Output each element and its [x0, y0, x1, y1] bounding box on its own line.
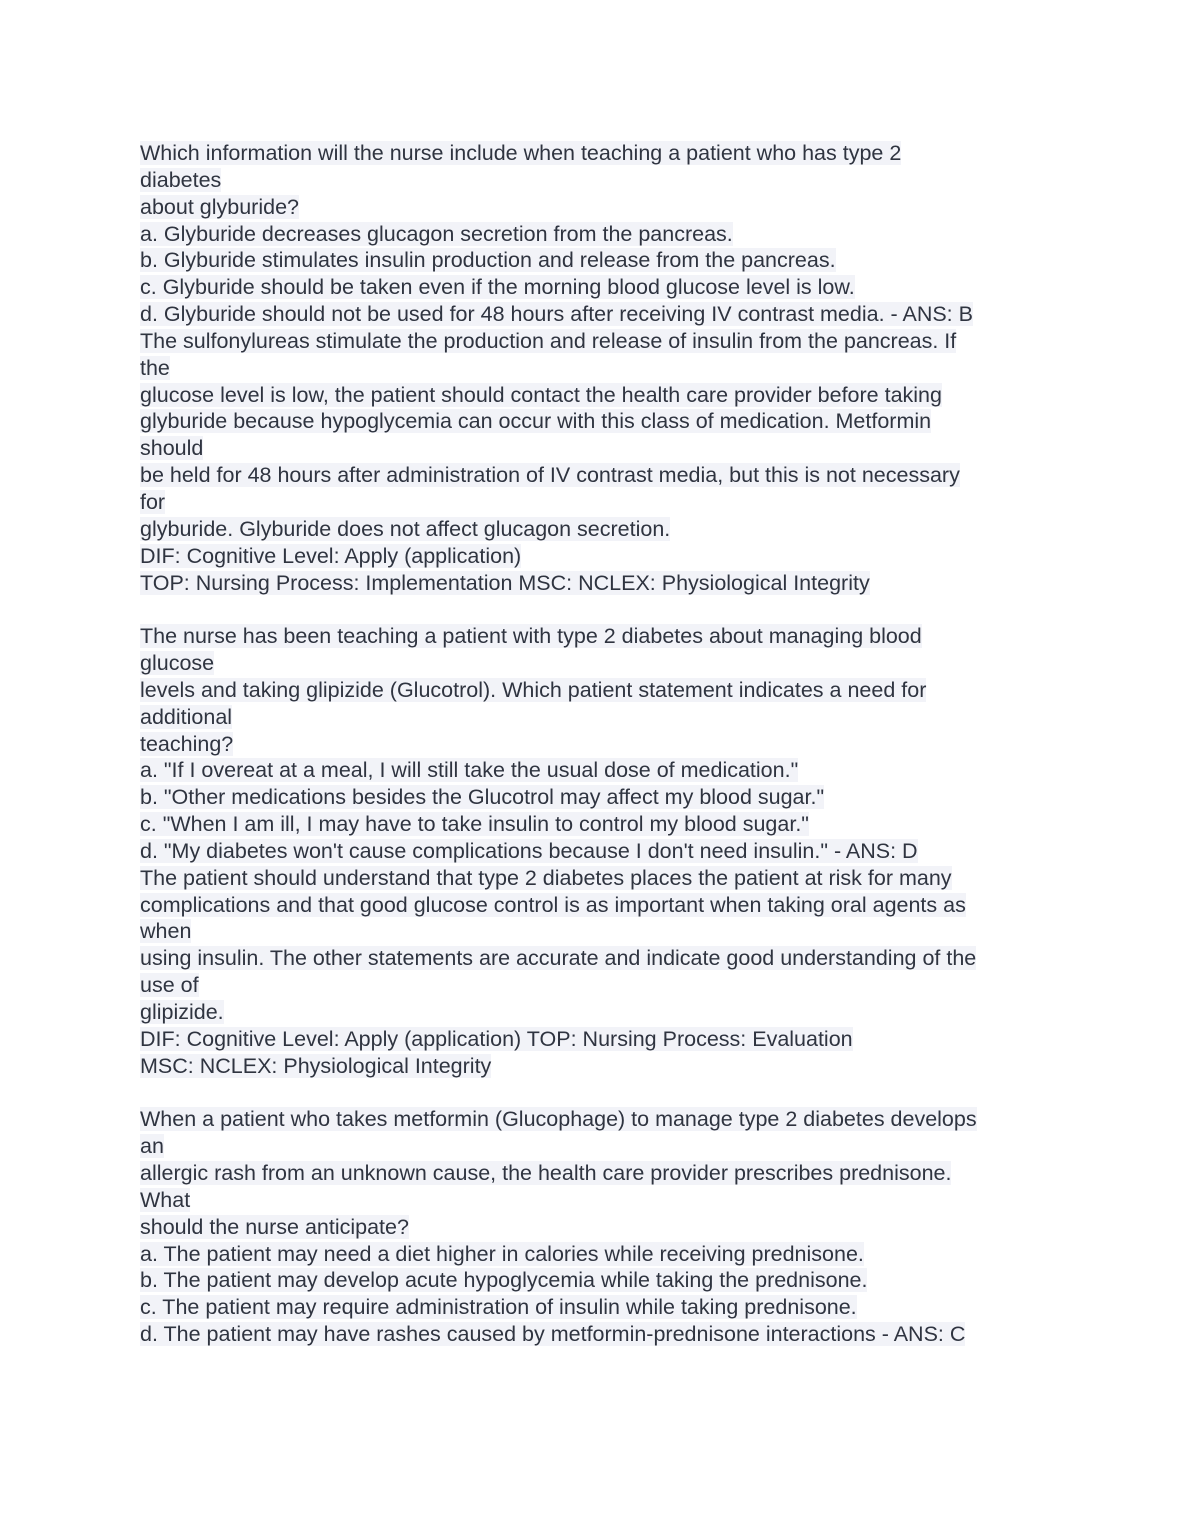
text-line	[140, 1026, 1060, 1053]
text-line	[140, 1321, 1060, 1348]
text-line-content: use of	[140, 973, 199, 998]
text-line-content: glyburide. Glyburide does not affect glucagon secretion.	[140, 516, 671, 541]
text-line	[140, 865, 1060, 892]
text-line	[140, 1187, 1060, 1214]
text-line	[140, 972, 1060, 999]
text-line	[140, 543, 1060, 570]
text-line-content: should	[140, 436, 204, 461]
text-line	[140, 1133, 1060, 1160]
text-line	[140, 623, 1060, 650]
text-line	[140, 999, 1060, 1026]
text-line	[140, 167, 1060, 194]
text-line-content: b. Glyburide stimulates insulin production and release from the pancreas.	[140, 248, 836, 273]
text-line	[140, 838, 1060, 865]
text-line-content: a. Glyburide decreases glucagon secretion from the pancreas.	[140, 221, 733, 246]
text-line	[140, 650, 1060, 677]
text-line	[140, 570, 1060, 597]
text-line	[140, 382, 1060, 409]
text-line	[140, 677, 1060, 704]
text-line	[140, 704, 1060, 731]
text-line-content: c. The patient may require administration of insulin while taking prednisone.	[140, 1295, 857, 1320]
text-line-content: levels and taking glipizide (Glucotrol). Which patient statement indicates a need for	[140, 677, 927, 702]
text-line-content: c. Glyburide should be taken even if the morning blood glucose level is low.	[140, 275, 855, 300]
question-block-2	[140, 623, 1060, 1079]
text-line	[140, 1267, 1060, 1294]
text-line	[140, 945, 1060, 972]
text-line	[140, 918, 1060, 945]
text-line-content: be held for 48 hours after administration of IV contrast media, but this is not necessary	[140, 463, 960, 488]
text-line	[140, 247, 1060, 274]
text-line-content: glucose level is low, the patient should contact the health care provider before taking	[140, 382, 942, 407]
text-line	[140, 811, 1060, 838]
text-line-content: The nurse has been teaching a patient with type 2 diabetes about managing blood	[140, 624, 922, 649]
text-line-content: diabetes	[140, 167, 222, 192]
text-line-content: DIF: Cognitive Level: Apply (application)	[140, 543, 522, 568]
text-line	[140, 1214, 1060, 1241]
text-line	[140, 301, 1060, 328]
text-line-content: d. Glyburide should not be used for 48 hours after receiving IV contrast media. - ANS: B	[140, 302, 973, 327]
text-line	[140, 328, 1060, 355]
text-line	[140, 516, 1060, 543]
text-line-content: the	[140, 355, 170, 380]
text-line-content: c. "When I am ill, I may have to take insulin to control my blood sugar."	[140, 812, 809, 837]
text-line-content: teaching?	[140, 731, 234, 756]
text-line-content: What	[140, 1187, 191, 1212]
text-line-content: When a patient who takes metformin (Glucophage) to manage type 2 diabetes develops	[140, 1107, 977, 1132]
text-line-content: a. The patient may need a diet higher in calories while receiving prednisone.	[140, 1241, 864, 1266]
text-line-content: Which information will the nurse include when teaching a patient who has type 2	[140, 141, 902, 165]
text-line-content: using insulin. The other statements are accurate and indicate good understanding of the	[140, 946, 977, 971]
text-line-content: The sulfonylureas stimulate the production and release of insulin from the pancreas. If	[140, 328, 957, 353]
text-line-content: allergic rash from an unknown cause, the health care provider prescribes prednisone.	[140, 1161, 952, 1186]
text-line	[140, 194, 1060, 221]
text-line	[140, 408, 1060, 435]
text-line-content: b. The patient may develop acute hypoglycemia while taking the prednisone.	[140, 1268, 868, 1293]
text-line-content: TOP: Nursing Process: Implementation MSC: NCLEX: Physiological Integrity	[140, 570, 870, 595]
text-line-content: when	[140, 919, 192, 944]
text-line-content: d. "My diabetes won't cause complications because I don't need insulin." - ANS: D	[140, 838, 918, 863]
text-line-content: about glyburide?	[140, 194, 299, 219]
text-line-content: The patient should understand that type 2 diabetes places the patient at risk for many	[140, 865, 952, 890]
text-line-content: d. The patient may have rashes caused by metformin-prednisone interactions - ANS: C	[140, 1322, 966, 1347]
text-line-content: additional	[140, 704, 233, 729]
text-line-content: glucose	[140, 651, 215, 676]
text-line-content: MSC: NCLEX: Physiological Integrity	[140, 1053, 492, 1078]
text-line-content: should the nurse anticipate?	[140, 1214, 409, 1239]
text-line	[140, 1053, 1060, 1080]
text-line	[140, 462, 1060, 489]
text-line	[140, 892, 1060, 919]
text-line	[140, 435, 1060, 462]
text-line	[140, 140, 1060, 167]
text-line	[140, 731, 1060, 758]
text-line-content: for	[140, 489, 166, 514]
text-line-content: glipizide.	[140, 1000, 224, 1024]
document-page	[140, 140, 1060, 1348]
text-line	[140, 1241, 1060, 1268]
text-line-content: complications and that good glucose control is as important when taking oral agents as	[140, 892, 966, 917]
text-line	[140, 1294, 1060, 1321]
text-line	[140, 784, 1060, 811]
text-line	[140, 757, 1060, 784]
text-line	[140, 274, 1060, 301]
question-block-1	[140, 140, 1060, 596]
text-line	[140, 355, 1060, 382]
text-line-content: an	[140, 1134, 164, 1159]
text-line	[140, 489, 1060, 516]
text-line-content: DIF: Cognitive Level: Apply (application) TOP: Nursing Process: Evaluation	[140, 1026, 853, 1051]
question-separator	[140, 1080, 1060, 1107]
question-block-3	[140, 1106, 1060, 1348]
question-separator	[140, 596, 1060, 623]
text-line	[140, 221, 1060, 248]
text-line	[140, 1160, 1060, 1187]
text-line-content: a. "If I overeat at a meal, I will still take the usual dose of medication."	[140, 758, 799, 783]
text-line-content: glyburide because hypoglycemia can occur with this class of medication. Metformin	[140, 409, 932, 434]
text-line	[140, 1106, 1060, 1133]
text-line-content: b. "Other medications besides the Glucotrol may affect my blood sugar."	[140, 785, 825, 810]
